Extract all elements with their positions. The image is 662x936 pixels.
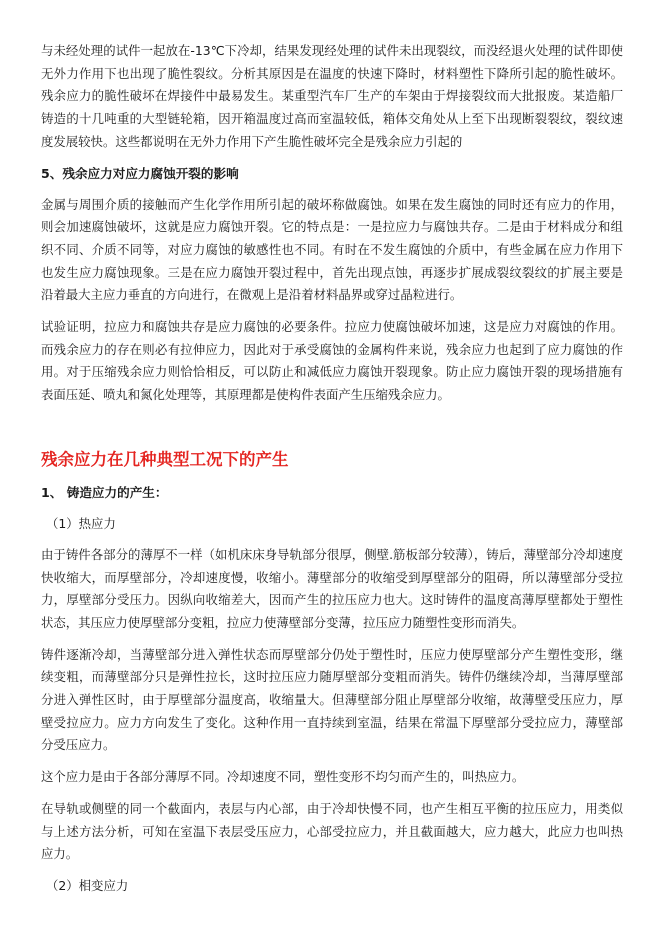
spacer [41,635,623,644]
spacer [41,407,623,447]
paragraph-corrosion-definition: 金属与周围介质的接触而产生化学作用所引起的破坏称做腐蚀。如果在发生腐蚀的同时还有应力的作用，则会加速腐蚀破坏，这就是应力腐蚀开裂。它的特点是：一是拉应力与腐蚀共存。二是由于材料成分和组织不同、介质不同等，对应力腐蚀的敏感性也不同。有时在不发生腐蚀的介质中，有些金属在应力作用下也发生应力腐蚀现象。三是在应力腐蚀开裂过程中，首先出现点蚀，再逐步扩展成裂纹裂纹的扩展主要是沿着最大主应力垂直的方向进行，在微观上是沿着材料晶界或穿过晶粒进行。 [41,196,623,303]
spacer [41,154,623,163]
spacer [41,185,623,194]
heading-stress-corrosion: 5、残余应力对应力腐蚀开裂的影响 [41,165,239,181]
paragraph-corrosion-tests: 试验证明，拉应力和腐蚀共存是应力腐蚀的必要条件。拉应力使腐蚀破坏加速，这是应力对腐蚀的作用。而残余应力的存在则必有拉伸应力，因此对于承受腐蚀的金属构件来说，残余应力也起到了应力腐蚀的作用。对于压缩残余应力则恰恰相反，可以防止和减低应力腐蚀开裂现象。防止应力腐蚀开裂的现场措施有表面压延、喷丸和氮化处理等，其原理都是使构件表面产生压缩残余应力。 [41,319,623,403]
subheading-thermal-stress: （1）热应力 [46,515,116,531]
spacer [41,789,623,798]
paragraph-thermal-1: 由于铸件各部分的薄厚不一样（如机床床身导轨部分很厚，侧壁.筋板部分较薄），铸后，薄壁部分冷却速度快收缩大，而厚壁部分，冷却速度慢，收缩小。薄壁部分的收缩受到厚壁部分的阻碍，所以薄壁部分受拉力，厚壁部分受压力。因纵向收缩差大，因而产生的拉压应力也大。这时铸件的温度高薄厚壁都处于塑性状态，其压应力使厚壁部分变粗，拉应力使薄壁部分变薄，拉压应力随塑性变形而消失。 [41,546,623,630]
paragraph-thermal-3: 这个应力是由于各部分薄厚不同。冷却速度不同，塑性变形不均匀而产生的，叫热应力。 [41,769,525,785]
paragraph-thermal-2: 铸件逐渐冷却，当薄壁部分进入弹性状态而厚壁部分仍处于塑性时，压应力使厚壁部分产生塑性变形，继续变粗，而薄壁部分只是弹性拉长，这时拉压应力随厚壁部分变粗而消失。铸件仍继续冷却，当薄厚壁部分进入弹性区时，由于厚壁部分温度高，收缩量大。但薄壁部分阻止厚壁部分收缩，故薄壁受压应力，厚壁受拉应力。应力方向发生了变化。这种作用一直持续到室温，结果在常温下厚壁部分受拉应力，薄壁部分受压应力。 [41,646,623,753]
paragraph-thermal-4: 在导轨或侧壁的同一个截面内，表层与内心部，由于冷却快慢不同，也产生相互平衡的拉压应力，用类似与上述方法分析，可知在室温下表层受压应力，心部受拉应力，并且截面越大，应力越大，此应力也叫热应力。 [41,800,623,862]
paragraph-brittle-fracture: 与未经处理的试件一起放在-13℃下冷却，结果发现经处理的试件未出现裂纹，而没经退火处理的试件即使无外力作用下也出现了脆性裂纹。分析其原因是在温度的快速下降时，材料塑性下降所引起的脆性破坏。残余应力的脆性破坏在焊接件中最易发生。某重型汽车厂生产的车架由于焊接裂纹而大批报废。某造船厂铸造的十几吨重的大型链轮箱，因开箱温度过高而室温较低，箱体交角处从上至下出现断裂裂纹，裂纹速度发展较快。这些都说明在无外力作用下产生脆性破坏完全是残余应力引起的 [41,43,623,149]
spacer [41,307,623,316]
subheading-phase-stress: （2）相变应力 [46,877,129,893]
heading-casting-stress: 1、 铸造应力的产生： [41,484,168,500]
spacer [41,866,623,875]
document-page [41,40,623,897]
spacer [41,473,623,482]
spacer [41,504,623,513]
spacer [41,535,623,544]
section-title: 残余应力在几种典型工况下的产生 [41,449,289,469]
spacer [41,757,623,766]
